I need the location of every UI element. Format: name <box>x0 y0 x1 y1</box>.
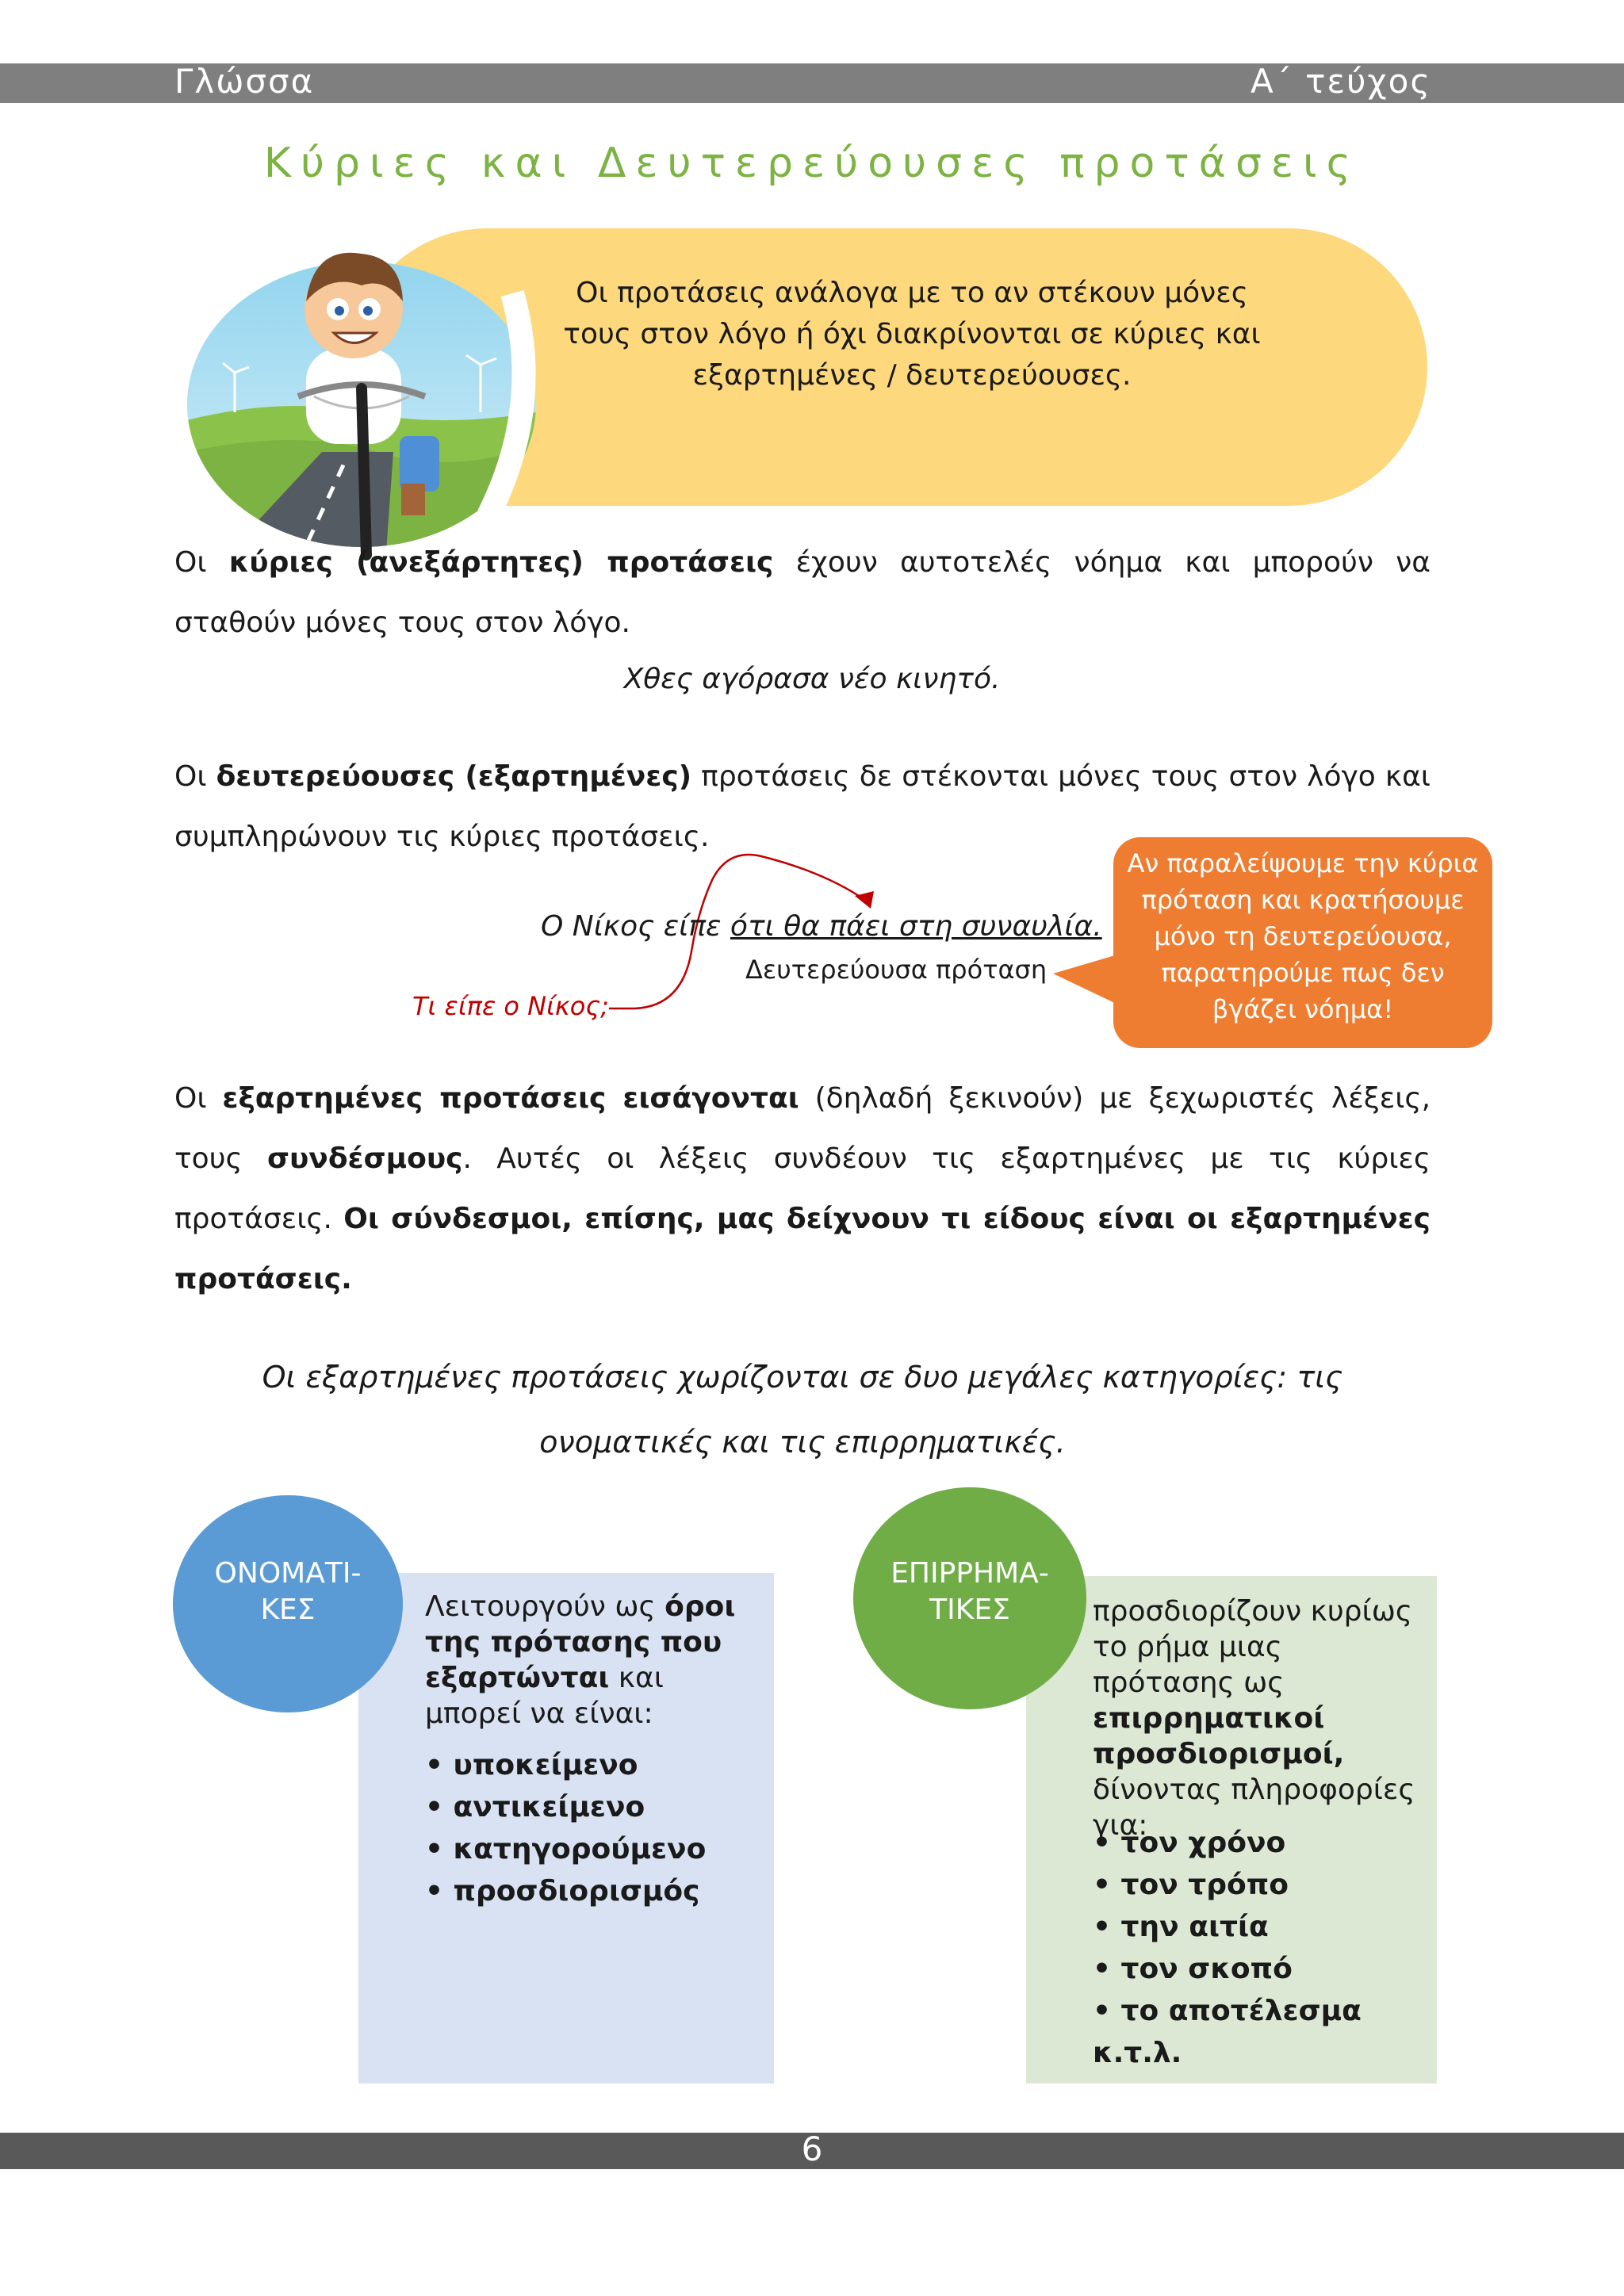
callout-line: Αν παραλείψουμε την κύρια <box>1127 848 1479 878</box>
example-sentence-2 <box>541 910 1102 943</box>
header-subject: Γλώσσα <box>174 62 315 101</box>
list-item: • την αιτία <box>1093 1906 1434 1948</box>
intro-line: Οι προτάσεις ανάλογα με το αν στέκουν μόνες <box>576 277 1248 309</box>
title-line: ΕΠΙΡΡΗΜΑ- <box>891 1557 1049 1590</box>
text: . Αυτές οι λέξεις συνδέουν τις εξαρτημένες με τις κύριες προτάσεις. <box>174 1142 1431 1235</box>
list-item: • προσδιορισμός <box>425 1870 758 1912</box>
text: Λειτουργούν ως <box>425 1590 665 1623</box>
main-clause: Ο Νίκος είπε <box>541 910 730 943</box>
categories-statement: Οι εξαρτημένες προτάσεις χωρίζονται σε δυο μεγάλες κατηγορίες: τις ονοματικές και τις επιρρηματικές. <box>262 1360 1343 1460</box>
text: και μπορεί να είναι: <box>425 1662 664 1730</box>
list-item: • το αποτέλεσμα κ.τ.λ. <box>1093 1990 1434 2074</box>
bold-term: όροι της πρότασης που εξαρτώνται <box>425 1590 736 1694</box>
list-item: • υποκείμενο <box>425 1744 758 1786</box>
header-issue: Α΄ τεύχος <box>1251 62 1431 101</box>
epirrimatikes-description <box>1093 1594 1426 1843</box>
list-item: • τον χρόνο <box>1093 1822 1434 1864</box>
title-line: ΚΕΣ <box>260 1594 316 1626</box>
text: προσδιορίζουν κυρίως το ρήμα μιας πρότασης ως <box>1093 1595 1412 1699</box>
callout-line: παρατηρούμε πως δεν <box>1161 958 1445 988</box>
title-line: ΟΝΟΜΑΤΙ- <box>214 1557 362 1590</box>
subordinate-clause: ότι θα πάει στη συναυλία. <box>730 910 1102 943</box>
page-title: Κύριες και Δευτερεύουσες προτάσεις <box>263 140 1361 187</box>
title-line: ΤΙΚΕΣ <box>929 1594 1010 1626</box>
bold-term: συνδέσμους <box>266 1142 463 1175</box>
text: (δηλαδή ξεκινούν) με ξεχωριστές λέξεις, τους <box>174 1082 1431 1175</box>
callout-line: πρόταση και κρατήσουμε <box>1141 885 1465 915</box>
text: προτάσεις δε στέκονται μόνες τους στον λόγο και συμπληρώνουν τις κύριες προτάσεις. <box>174 760 1431 853</box>
callout-text <box>1113 845 1492 1027</box>
text: δίνοντας πληροφορίες για: <box>1093 1774 1415 1842</box>
list-item: • κατηγορούμενο <box>425 1828 758 1870</box>
callout-line: μόνο τη δευτερεύουσα, <box>1154 921 1452 951</box>
question-text: Τι είπε ο Νίκος; <box>412 991 609 1021</box>
intro-text <box>555 273 1269 396</box>
intro-line: εξαρτημένες / δευτερεύουσες. <box>692 359 1132 392</box>
intro-line: τους στον λόγο ή όχι διακρίνονται σε κύριες και <box>563 318 1261 350</box>
main-clause-paragraph <box>174 533 1431 653</box>
onomatikes-title <box>173 1556 403 1628</box>
bold-term: δευτερεύουσες (εξαρτημένες) <box>216 760 692 793</box>
bold-term: επιρρηματικοί προσδιορισμοί, <box>1093 1702 1345 1770</box>
page-number: 6 <box>801 2130 823 2168</box>
text: Οι <box>174 760 216 793</box>
bold-term: εξαρτημένες προτάσεις εισάγονται <box>222 1082 799 1115</box>
subordinate-clause-label: Δευτερεύουσα πρόταση <box>745 955 1048 985</box>
callout-line: βγάζει νόημα! <box>1212 994 1394 1024</box>
example-sentence: Χθες αγόρασα νέο κινητό. <box>623 663 1001 695</box>
boy-on-bicycle-illustration <box>187 214 536 563</box>
onomatikes-list <box>425 1744 758 1912</box>
text: έχουν αυτοτελές νόημα και μπορούν να σταθούν μόνες τους στον λόγο. <box>174 546 1431 639</box>
text: Οι <box>174 1082 223 1115</box>
list-item: • αντικείμενο <box>425 1786 758 1828</box>
bold-term: κύριες (ανεξάρτητες) προτάσεις <box>228 546 774 579</box>
epirrimatikes-list <box>1093 1822 1434 2074</box>
epirrimatikes-title <box>853 1556 1086 1628</box>
list-item: • τον τρόπο <box>1093 1864 1434 1906</box>
conjunctions-paragraph <box>174 1069 1431 1310</box>
text: Οι <box>174 546 229 579</box>
bold-term: Οι σύνδεσμοι, επίσης, μας δείχνουν τι είδους είναι οι εξαρτημένες προτάσεις. <box>174 1203 1431 1295</box>
list-item: • τον σκοπό <box>1093 1948 1434 1990</box>
onomatikes-description <box>425 1589 758 1732</box>
